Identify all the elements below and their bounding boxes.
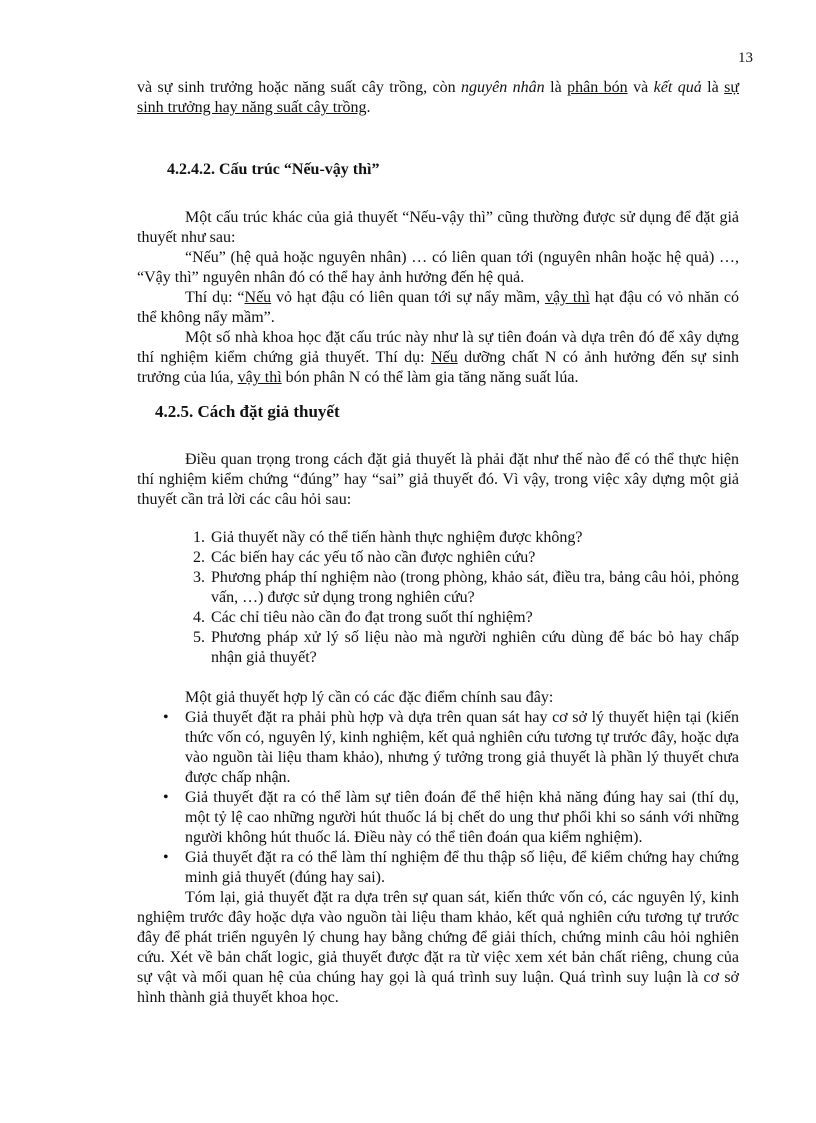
document-body [137, 78, 739, 1008]
question-item: 3. Phương pháp thí nghiệm nào (trong phòng, khảo sát, điều tra, bảng câu hỏi, phỏng vấn, …) được sử dụng trong nghiên cứu? [209, 568, 739, 608]
example-2-then-term: vậy thì [237, 369, 282, 386]
example-1-text-c: vỏ hạt đậu có liên quan tới sự nẩy mầm, [271, 289, 545, 306]
section-425-paragraph-1: Điều quan trọng trong cách đặt giả thuyết là phải đặt như thế nào để có thể thực hiện thí nghiệm kiểm chứng “đúng” hay “sai” giả thuyết đó. Vì vậy, trong việc xây dựng một giả thuyết cần trả lời các câu hỏi sau: [137, 451, 739, 508]
intro-text-3: là [544, 79, 568, 96]
example-1-text-e: hạt đậu có vỏ nhăn có thể không nẩy mầm”. [137, 289, 740, 326]
characteristic-text: Giả thuyết đặt ra có thể làm sự tiên đoán để thể hiện khả năng đúng hay sai (thí dụ, một tỷ lệ cao những người hút thuốc lá bị chết do ung thư phổi khi so sánh với những người không hút thuốc lá. Điều này có thể tiên đoán qua kiểm nghiệm). [185, 789, 739, 846]
characteristic-item [163, 848, 739, 888]
example-1-text-a: Thí dụ: “ [185, 289, 245, 306]
section-425-paragraph-2: Một giả thuyết hợp lý cần có các đặc điểm chính sau đây: [185, 689, 554, 706]
intro-text-9: . [366, 99, 371, 116]
question-item: 5. Phương pháp xử lý số liệu nào mà người nghiên cứu dùng để bác bỏ hay chấp nhận giả thuyết? [209, 628, 739, 668]
questions-list [137, 528, 739, 668]
characteristic-text: Giả thuyết đặt ra có thể làm thí nghiệm để thu thập số liệu, để kiểm chứng hay chứng minh giả thuyết (đúng hay sai). [185, 849, 739, 886]
example-1-then-term: vậy thì [544, 289, 590, 306]
example-2-if-term: Nếu [431, 349, 458, 366]
intro-text-7: là [701, 79, 725, 96]
characteristic-text: Giả thuyết đặt ra phải phù hợp và dựa trên quan sát hay cơ sở lý thuyết hiện tại (kiến thức vốn có, nguyên lý, kinh nghiệm, kết quả nghiên cứu tương tự trước đây, hoặc dựa vào nguồn tài liệu tham khảo), nhưng ý tưởng trong giả thuyết là phần lý thuyết chưa được chấp nhận. [185, 709, 740, 786]
question-item: 4. Các chỉ tiêu nào cần đo đạt trong suốt thí nghiệm? [209, 608, 739, 628]
section-4242-example-1 [137, 288, 739, 328]
example-2-text-c: dưỡng chất N có ảnh hưởng đến sự sinh trưởng của lúa, [137, 349, 739, 386]
intro-cause-term: nguyên nhân [461, 79, 545, 96]
bullet-icon: • [163, 709, 169, 726]
bullet-icon: • [163, 789, 169, 806]
characteristic-item [163, 788, 739, 848]
bullet-icon: • [163, 849, 169, 866]
section-4242-paragraph-2: “Nếu” (hệ quả hoặc nguyên nhân) … có liên quan tới (nguyên nhân hoặc hệ quả) …, “Vậy thì” nguyên nhân đó có thể hay ảnh hưởng đến hệ quả. [137, 249, 739, 286]
section-425-summary: Tóm lại, giả thuyết đặt ra dựa trên sự quan sát, kiến thức vốn có, các nguyên lý, kinh nghiệm trước đây hoặc dựa vào nguồn tài liệu tham khảo, kết quả nghiên cứu tương tự trước đây để phát triển nguyên lý chung hay bằng chứng để giải thích, chứng minh câu hỏi nghiên cứu. Xét về bản chất logic, giả thuyết được đặt ra từ việc xem xét bản chất riêng, chung của sự vật và mối quan hệ của chúng hay gọi là quá trình suy luận. Quá trình suy luận là cơ sở hình thành giả thuyết khoa học. [137, 889, 739, 1006]
section-4242-example-2 [137, 328, 739, 388]
intro-text-1: và sự sinh trưởng hoặc năng suất cây trồng, còn [137, 79, 462, 96]
intro-paragraph [137, 78, 739, 118]
intro-text-5: và [627, 79, 654, 96]
intro-growth-term: sự sinh trưởng hay năng suất cây trồng [137, 79, 740, 116]
intro-result-term: kết quả [653, 79, 702, 96]
example-2-text-a: Một số nhà khoa học đặt cấu trúc này như là sự tiên đoán và dựa trên đó để xây dựng thí nghiệm kiểm chứng giả thuyết. Thí dụ: [137, 329, 739, 366]
section-4242-heading: 4.2.4.2. Cấu trúc “Nếu-vậy thì” [167, 161, 380, 178]
example-2-text-e: bón phân N có thể làm gia tăng năng suất lúa. [281, 369, 579, 386]
example-1-if-term: Nếu [244, 289, 272, 306]
characteristics-list [137, 708, 739, 888]
page-number: 13 [738, 50, 753, 66]
section-425-heading: 4.2.5. Cách đặt giả thuyết [155, 402, 340, 421]
characteristic-item [163, 708, 740, 788]
question-item: 1. Giả thuyết nầy có thể tiến hành thực nghiệm được không? [209, 528, 739, 548]
section-4242-paragraph-1: Một cấu trúc khác của giả thuyết “Nếu-vậy thì” cũng thường được sử dụng để đặt giả thuyết như sau: [137, 209, 739, 246]
intro-fertilizer-term: phân bón [567, 79, 628, 96]
question-item: 2. Các biến hay các yếu tố nào cần được nghiên cứu? [209, 548, 739, 568]
